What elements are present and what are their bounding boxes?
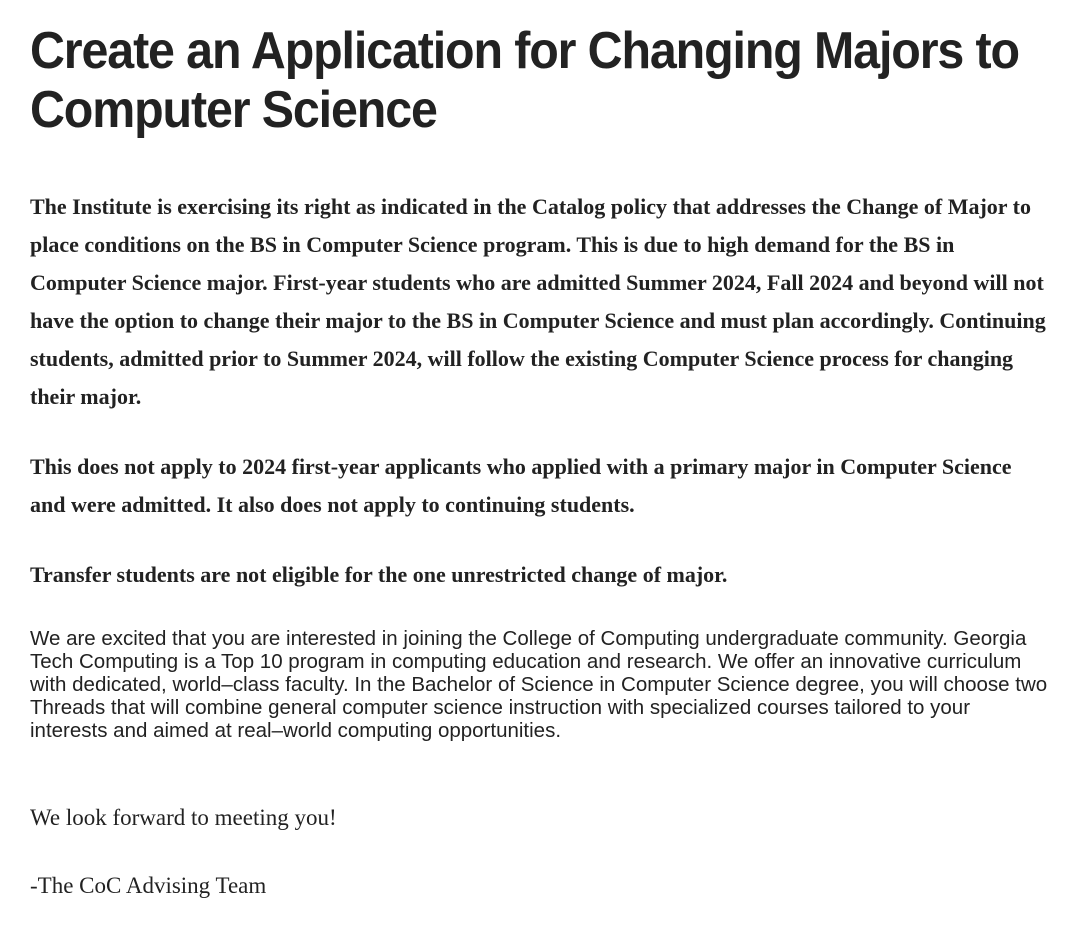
page-content — [30, 22, 1050, 900]
page-title: Create an Application for Changing Majors to Computer Science — [30, 22, 1019, 139]
closing-line: We look forward to meeting you! — [30, 805, 337, 830]
notice-paragraph-transfer: Transfer students are not eligible for the one unrestricted change of major. — [30, 562, 728, 587]
signature-line: -The CoC Advising Team — [30, 873, 267, 898]
notice-paragraph-exemption: This does not apply to 2024 first-year applicants who applied with a primary major in Computer Science and were admitted. It also does not apply to continuing students. — [30, 454, 1012, 517]
intro-paragraph: We are excited that you are interested in joining the College of Computing undergraduate community. Georgia Tech Computing is a Top 10 program in computing education and research. We offer an innovative curriculum with dedicated, world–class faculty. In the Bachelor of Science in Computer Science degree, you will choose two Threads that will combine general computer science instruction with specialized courses tailored to your interests and aimed at real–world computing opportunities. — [30, 627, 1048, 742]
notice-paragraph-policy: The Institute is exercising its right as indicated in the Catalog policy that addresses the Change of Major to place conditions on the BS in Computer Science program. This is due to high demand for the BS in Computer Science major. First-year students who are admitted Summer 2024, Fall 2024 and beyond will not have the option to change their major to the BS in Computer Science and must plan accordingly. Continuing students, admitted prior to Summer 2024, will follow the existing Computer Science process for changing their major. — [30, 194, 1046, 409]
